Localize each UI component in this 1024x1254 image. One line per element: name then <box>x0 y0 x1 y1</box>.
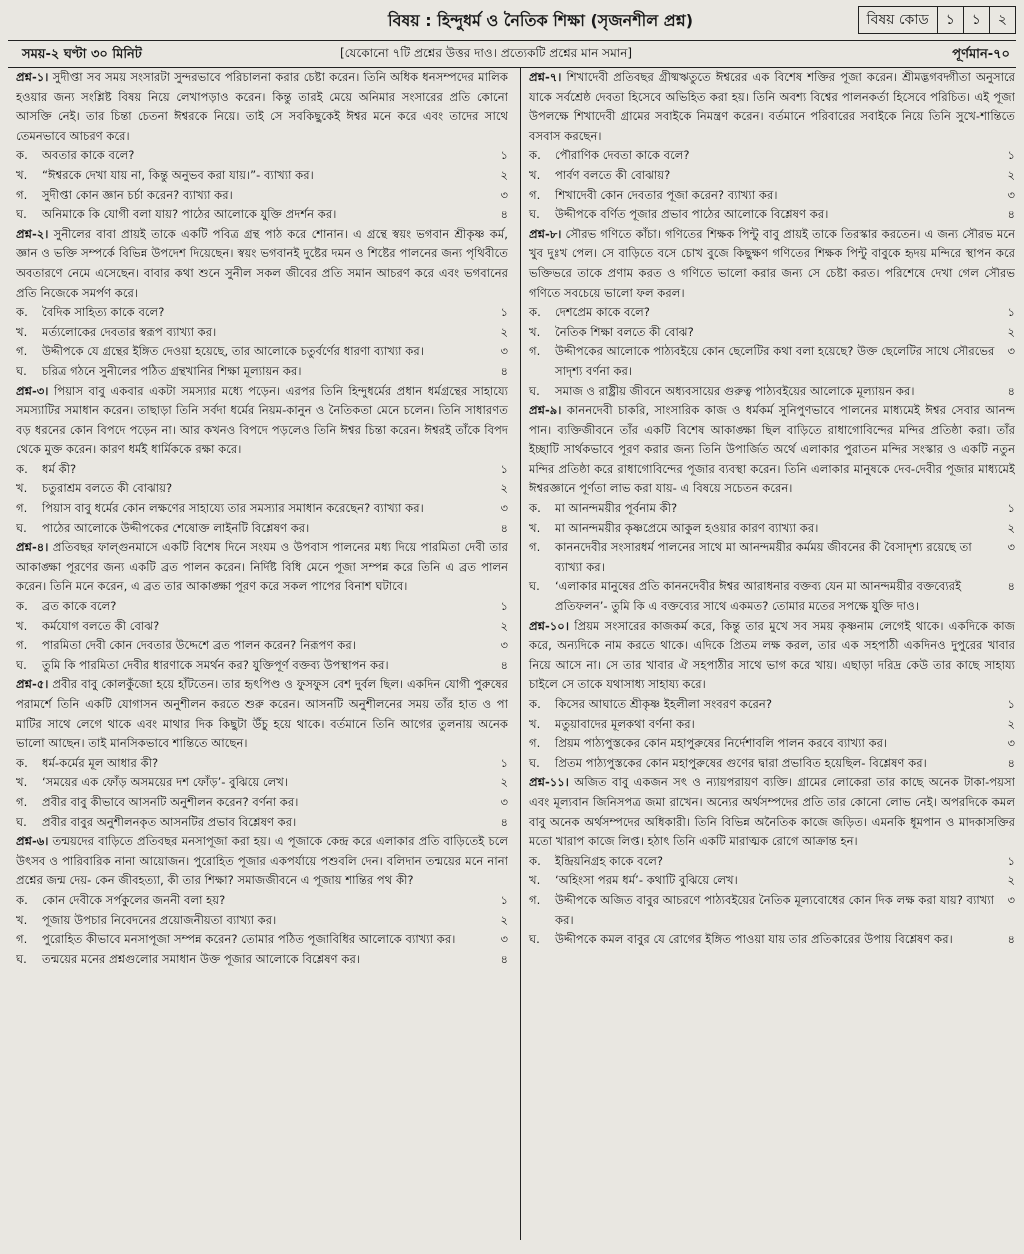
sub-question-label: ক. <box>16 148 28 163</box>
question-text: পিয়াস বাবু একবার একটা সমস্যার মধ্যে পড়েন। এরপর তিনি হিন্দুধর্মের প্রধান ধর্মগ্রন্থের সাহায্যে সমস্যাটির সমাধান করেন। তাছাড়া তিনি সর্বদা ধর্মের নিয়ম-কানুন ও নৈতিকতা মেনে চলেন। তিনি সাধারণত বড় ধরনের কোন বিপদে পড়েন না। আর কখনও বিপদে পড়লেও তিনি ঈশ্বর চিন্তা করেন। ঈশ্বরই তাঁকে বিপদ থেকে মুক্ত করেন। কারণ ধর্মই ধার্মিককে রক্ষা করে। <box>16 383 508 457</box>
question-block <box>529 401 1015 617</box>
sub-question-label: খ. <box>16 324 28 339</box>
sub-question-text: পারমিতা দেবী কোন দেবতার উদ্দেশে ব্রত পালন করেন? নিরূপণ কর। <box>42 638 356 653</box>
code-digit: ১ <box>963 7 989 33</box>
sub-question-text: ‘এলাকার মানুষের প্রতি কাননদেবীর ঈশ্বর আরাধনার বক্তব্য যেন মা আনন্দময়ীর বক্তব্যেরই প্রতিফলন’- তুমি কি এ বক্তব্যের সাথে একমত? তোমার মতের সপক্ষে যুক্তি দাও। <box>555 579 962 614</box>
sub-question <box>529 205 1015 225</box>
sub-question <box>16 930 508 950</box>
sub-question-text: প্রিতম পাঠ্যপুস্তকের কোন মহাপুরুষের গুণের দ্বারা প্রভাবিত হয়েছিল- বিশ্লেষণ কর। <box>555 755 927 770</box>
sub-question-label: খ. <box>529 324 541 339</box>
sub-question-mark: ২ <box>1007 873 1015 888</box>
sub-question-mark: ৩ <box>500 501 508 516</box>
sub-question <box>529 186 1015 206</box>
sub-question-label: ঘ. <box>529 207 540 222</box>
instruction: [যেকোনো ৭টি প্রশ্নের উত্তর দাও। প্রত্যেকটি প্রশ্নের মান সমান] <box>340 46 633 60</box>
sub-question-text: তুমি কি পারমিতা দেবীর ধারণাকে সমর্থন কর? যুক্তিপূর্ণ বক্তব্য উপস্থাপন কর। <box>42 657 389 672</box>
sub-question-mark: ২ <box>1007 716 1015 731</box>
header-top <box>8 6 1016 36</box>
sub-question-text: প্রবীর বাবু কীভাবে আসনটি অনুশীলন করেন? বর্ণনা কর। <box>42 794 299 809</box>
sub-question-label: গ. <box>16 638 28 653</box>
question-number: প্রশ্ন-৭। <box>529 70 562 84</box>
sub-question <box>16 342 508 362</box>
sub-question-mark: ২ <box>1007 520 1015 535</box>
sub-question-text: সুদীপ্তা কোন জ্ঞান চর্চা করেন? ব্যাখ্যা কর। <box>42 187 233 202</box>
sub-question <box>16 950 508 970</box>
sub-question-text: প্রবীর বাবুর অনুশীলনকৃত আসনটির প্রভাব বিশ্লেষণ কর। <box>42 814 297 829</box>
sub-question <box>529 930 1015 950</box>
sub-question-label: গ. <box>529 540 541 555</box>
sub-question <box>529 538 1015 577</box>
subject-code-box <box>858 6 1016 34</box>
sub-question-text: শিখাদেবী কোন দেবতার পূজা করেন? ব্যাখ্যা কর। <box>555 187 778 202</box>
sub-question <box>16 891 508 911</box>
question-block <box>16 68 508 225</box>
question-text: সুনীলের বাবা প্রায়ই তাকে একটি পবিত্র গ্রন্থ পাঠ করে শোনান। এ গ্রন্থে স্বয়ং ভগবান শ্রীকৃষ্ণ কর্ম, জ্ঞান ও ভক্তি সম্পর্কে বিভিন্ন উপদেশ দিয়েছেন। স্বয়ং ভগবানই দুষ্টের দমন ও শিষ্টের পালনের জন্য পৃথিবীতে অবতারণে নেমে এসেছেন। বাবার কথা শুনে সুনীল সকল জীবের প্রতি সমান আচরণ করে এবং ভগবানের প্রতি নিজেকে সমর্পণ করে। <box>16 226 508 300</box>
sub-question-label: ঘ. <box>16 520 27 535</box>
right-column <box>520 68 1015 1240</box>
sub-question-text: ‘অহিংসা পরম ধর্ম’- কথাটি বুঝিয়ে লেখ। <box>555 873 738 888</box>
header-info-row <box>8 40 1016 68</box>
question-stem <box>16 225 508 303</box>
sub-question-label: গ. <box>16 344 28 359</box>
sub-question-text: পুরোহিত কীভাবে মনসাপূজা সম্পন্ন করেন? তোমার পঠিত পূজাবিধির আলোকে ব্যাখ্যা কর। <box>42 932 456 947</box>
sub-question-label: খ. <box>16 912 28 927</box>
sub-question <box>529 499 1015 519</box>
question-number: প্রশ্ন-১১। <box>529 775 569 790</box>
sub-question-mark: ৩ <box>500 344 508 359</box>
sub-question <box>529 146 1015 166</box>
sub-question <box>16 303 508 323</box>
question-number: প্রশ্ন-৪। <box>16 540 49 555</box>
question-text: শিখাদেবী প্রতিবছর গ্রীষ্মঋতুতে ঈশ্বরের এক বিশেষ শক্তির পূজা করেন। শ্রীমদ্ভগবদ্গীতা অনুসারে যাকে সর্বশ্রেষ্ঠ দেবতা হিসেবে অভিহিত করা হয়। তিনি অবশ্য বিশ্বের পালনকর্তা হিসেবে পরিচিত। এই পূজা উপলক্ষে শিখাদেবী গ্রামের সবাইকে নিমন্ত্রণ করেন। বর্তমানে পরিবারের সবাইকে নিয়ে তিনি সুখে-শান্তিতে বসবাস করছেন। <box>529 70 1015 143</box>
sub-question-label: খ. <box>529 167 541 182</box>
question-block <box>529 225 1015 401</box>
sub-question <box>16 205 508 225</box>
sub-question <box>16 479 508 499</box>
sub-question-text: পিয়াস বাবু ধর্মের কোন লক্ষণের সাহায্যে তার সমস্যার সমাধান করেছেন? ব্যাখ্যা কর। <box>42 501 424 516</box>
sub-question-mark: ২ <box>500 481 508 496</box>
sub-question-text: মর্ত্যলোকের দেবতার স্বরূপ ব্যাখ্যা কর। <box>42 324 217 339</box>
sub-question-label: ক. <box>529 305 541 320</box>
sub-question-label: ঘ. <box>16 951 27 966</box>
subject-title: বিষয় : হিন্দুধর্ম ও নৈতিক শিক্ষা (সৃজনশীল প্রশ্ন) <box>388 11 694 30</box>
sub-question-mark: ২ <box>1007 324 1015 339</box>
question-stem <box>16 382 508 460</box>
sub-question-mark: ৪ <box>1007 207 1015 222</box>
sub-question-label: ঘ. <box>529 579 540 594</box>
sub-question-mark: ৩ <box>1007 187 1015 202</box>
sub-question-text: পাঠের আলোকে উদ্দীপকের শেষোক্ত লাইনটি বিশ্লেষণ কর। <box>42 520 310 535</box>
sub-question <box>529 891 1015 930</box>
sub-question <box>16 166 508 186</box>
full-marks: পূর্ণমান-৭০ <box>952 47 1010 62</box>
sub-question-mark: ৩ <box>1007 344 1015 359</box>
sub-question-mark: ১ <box>500 892 508 907</box>
sub-question-label: খ. <box>529 873 541 888</box>
sub-question-text: মা আনন্দময়ীর কৃষ্ণপ্রেমে আকুল হওয়ার কারণ ব্যাখ্যা কর। <box>555 520 819 535</box>
sub-question <box>16 617 508 637</box>
sub-question-text: ‘সময়ের এক ফোঁড় অসময়ের দশ ফোঁড়’- বুঝিয়ে লেখ। <box>42 775 288 790</box>
sub-question-label: গ. <box>16 794 28 809</box>
sub-question-text: চতুরাশ্রম বলতে কী বোঝায়? <box>42 481 173 496</box>
question-number: প্রশ্ন-৮। <box>529 226 562 241</box>
sub-question-mark: ১ <box>1007 697 1015 711</box>
sub-question-mark: ৩ <box>1007 892 1015 907</box>
sub-question-mark: ৩ <box>500 187 508 202</box>
sub-question-label: গ. <box>529 736 541 751</box>
sub-question-label: খ. <box>16 167 28 182</box>
sub-question-text: পার্বণ বলতে কী বোঝায়? <box>555 167 671 182</box>
sub-question-text: চরিত্র গঠনে সুনীলের পঠিত গ্রন্থখানির শিক্ষা মূল্যায়ন কর। <box>42 363 302 378</box>
question-stem <box>529 68 1015 146</box>
sub-question-label: গ. <box>529 344 541 359</box>
sub-question-label: গ. <box>529 187 541 202</box>
sub-question-label: ক. <box>529 501 541 516</box>
sub-question-text: কিসের আঘাতে শ্রীকৃষ্ণ ইহলীলা সংবরণ করেন? <box>555 697 772 711</box>
sub-question-text: নৈতিক শিক্ষা বলতে কী বোঝ? <box>555 324 694 339</box>
sub-question <box>16 636 508 656</box>
sub-question-label: ঘ. <box>529 932 540 947</box>
sub-question-label: ক. <box>16 305 28 320</box>
question-stem <box>529 617 1015 695</box>
exam-page <box>8 6 1016 1242</box>
question-number: প্রশ্ন-৫। <box>16 677 49 692</box>
sub-question-mark: ৪ <box>1007 579 1015 594</box>
sub-question-text: ইন্দ্রিয়নিগ্রহ কাকে বলে? <box>555 853 664 868</box>
sub-question-text: অবতার কাকে বলে? <box>42 148 135 163</box>
question-text: অজিত বাবু একজন সৎ ও ন্যায়পরায়ণ ব্যক্তি। গ্রামের লোকেরা তার কাছে অনেক টাকা-পয়সা এবং মূল্যবান জিনিসপত্র জমা রাখেন। অন্যের অর্থসম্পদের প্রতি তার কোনো লোভ নেই। অপরদিকে কমল বাবু অনেক অর্থসম্পদের অধিকারী। তিনি বিভিন্ন অনৈতিক কাজে জড়িত। এমনকি ধূমপান ও মাদকাসক্তির মতো খারাপ কাজে লিপ্ত। হঠাৎ তিনি একটি মারাত্মক রোগে আক্রান্ত হন। <box>529 775 1015 849</box>
sub-question-label: গ. <box>16 187 28 202</box>
sub-question-mark: ৪ <box>500 657 508 672</box>
sub-question-mark: ৪ <box>1007 932 1015 947</box>
sub-question-mark: ১ <box>500 148 508 163</box>
question-text: প্রবীর বাবু কোলকুঁজো হয়ে হাঁটতেন। তার হৃৎপিণ্ড ও ফুসফুস বেশ দুর্বল ছিল। একদিন যোগী পুরুষের পরামর্শে তিনি একটি যোগাসন অনুশীলন করতে শুরু করেন। আসনটি অনুশীলনের সময় তাঁর হাত ও পা মাটির সাথে লেগে থাকে এবং মাথার দিক কিছুটা উঁচু হয়ে থাকে। বর্তমানে তিনি আগের তুলনায় অনেক ভালো আছেন। তাই মানসিকভাবে শান্তিতে আছেন। <box>16 677 508 751</box>
question-number: প্রশ্ন-১। <box>16 70 49 84</box>
sub-question-mark: ১ <box>1007 148 1015 163</box>
sub-question-text: কাননদেবীর সংসারধর্ম পালনের সাথে মা আনন্দময়ীর কর্মময় জীবনের কী বৈসাদৃশ্য রয়েছে তা ব্যাখ্যা কর। <box>555 540 972 574</box>
sub-question-mark: ২ <box>500 618 508 633</box>
sub-question-text: কোন দেবীকে সর্পকুলের জননী বলা হয়? <box>42 892 226 907</box>
sub-question-text: সমাজ ও রাষ্ট্রীয় জীবনে অধ্যবসায়ের গুরুত্ব পাঠ্যবইয়ের আলোকে মূল্যায়ন কর। <box>555 383 915 398</box>
question-block <box>16 675 508 832</box>
sub-question-mark: ১ <box>1007 501 1015 516</box>
sub-question-text: ব্রত কাকে বলে? <box>42 599 117 614</box>
sub-question <box>529 577 1015 616</box>
sub-question <box>529 754 1015 774</box>
sub-question <box>529 519 1015 539</box>
sub-question-mark: ১ <box>500 599 508 614</box>
sub-question <box>16 519 508 539</box>
sub-question-text: উদ্দীপকে কমল বাবুর যে রোগের ইঙ্গিত পাওয়া যায় তার প্রতিকারের উপায় বিশ্লেষণ কর। <box>555 932 953 947</box>
sub-question-text: ধর্ম কী? <box>42 461 77 476</box>
sub-question-text: অনিমাকে কি যোগী বলা যায়? পাঠের আলোকে যুক্তি প্রদর্শন কর। <box>42 207 337 222</box>
sub-question-mark: ১ <box>1007 853 1015 868</box>
question-stem <box>16 675 508 753</box>
sub-question <box>16 362 508 382</box>
sub-question-label: খ. <box>16 481 28 496</box>
sub-question-label: গ. <box>529 892 541 907</box>
sub-question-label: ঘ. <box>16 363 27 378</box>
sub-question-mark: ২ <box>1007 167 1015 182</box>
question-block <box>16 832 508 969</box>
sub-question-text: পৌরাণিক দেবতা কাকে বলে? <box>555 148 690 163</box>
sub-question-text: ধর্ম-কর্মের মূল আধার কী? <box>42 755 159 770</box>
question-number: প্রশ্ন-৯। <box>529 403 562 418</box>
sub-question <box>16 146 508 166</box>
sub-question-mark: ৩ <box>500 638 508 653</box>
question-block <box>529 68 1015 225</box>
sub-question-label: ক. <box>529 697 541 711</box>
sub-question-mark: ৪ <box>500 951 508 966</box>
sub-question-mark: ১ <box>500 305 508 320</box>
sub-question-label: ক. <box>529 148 541 163</box>
question-stem <box>529 773 1015 851</box>
question-stem <box>16 832 508 891</box>
sub-question-label: ক. <box>16 599 28 614</box>
question-number: প্রশ্ন-৬। <box>16 834 49 849</box>
sub-question <box>529 166 1015 186</box>
sub-question-label: খ. <box>529 716 541 731</box>
sub-question <box>16 813 508 833</box>
sub-question-label: ঘ. <box>529 755 540 770</box>
sub-question-text: পূজায় উপচার নিবেদনের প্রয়োজনীয়তা ব্যাখ্যা কর। <box>42 912 277 927</box>
left-column <box>16 68 508 1240</box>
sub-question <box>529 715 1015 735</box>
sub-question-text: কর্মযোগ বলতে কী বোঝ? <box>42 618 160 633</box>
sub-question-text: উদ্দীপকে যে গ্রন্থের ইঙ্গিত দেওয়া হয়েছে, তার আলোকে চতুর্বর্ণের ধারণা ব্যাখ্যা কর। <box>42 344 424 359</box>
question-text: প্রিয়ম সংসারের কাজকর্ম করে, কিন্তু তার মুখে সব সময় কৃষ্ণনাম লেগেই থাকে। একদিকে কাজ করে, অন্যদিকে নাম করতে থাকে। এদিকে প্রিতম লক্ষ করল, তার এক সহপাঠী একদিনও দুপুরের খাবার নিয়ে আসে না। সে তার খাবার ঐ সহপাঠীর সাথে ভাগ করে খায়। এছাড়া দরিদ্র কেউ তার কাছে সাহায্য চাইলে সে তাকে যথাসাধ্য সাহায্য করে। <box>529 618 1015 692</box>
sub-question <box>16 773 508 793</box>
sub-question-text: বৈদিক সাহিত্য কাকে বলে? <box>42 305 165 320</box>
question-text: কাননদেবী চাকরি, সাংসারিক কাজ ও ধর্মকর্ম সুনিপুণভাবে পালনের মাধ্যমেই ঈশ্বর সেবার আনন্দ পান। ব্যক্তিজীবনে তাঁর একটি বিশেষ আকাঙ্ক্ষা ছিল বাড়িতে রাধাগোবিন্দের মন্দির প্রতিষ্ঠা করা। তাঁর ইচ্ছাটি সার্থকভাবে পূরণ করার জন্য তিনি উপার্জিত অর্থে এলাকার পুরাতন মন্দির সংস্কার ও একটি নতুন মন্দির প্রতিষ্ঠা করে রাধাগোবিন্দের পূজার ব্যবস্থা করেন। তিনি এলাকার মানুষকে দেব-দেবীর পূজার মাধ্যমেই ঈশ্বরজ্ঞানে পূর্ণতা লাভ করা যায়- এ বিষয়ে সচেতন করেন। <box>529 403 1015 496</box>
question-number: প্রশ্ন-২। <box>16 226 49 241</box>
sub-question <box>529 734 1015 754</box>
sub-question-mark: ৪ <box>500 520 508 535</box>
sub-question-label: ঘ. <box>16 814 27 829</box>
sub-question-label: ক. <box>16 461 28 476</box>
code-digit: ২ <box>989 7 1015 33</box>
sub-question <box>529 323 1015 343</box>
sub-question-mark: ৪ <box>500 363 508 378</box>
sub-question <box>16 656 508 676</box>
question-number: প্রশ্ন-৩। <box>16 383 49 398</box>
question-text: প্রতিবছর ফাল্গুনমাসে একটি বিশেষ দিনে সংযম ও উপবাস পালনের মধ্য দিয়ে পারমিতা দেবী তার আকাঙ্ক্ষা পূরণের জন্য একটি ব্রত পালন করেন। নির্দিষ্ট বিধি মেনে পূজা সম্পন্ন করে তিনি এ ব্রত পালন করেন। তিনি মনে করেন, এ ব্রত তার আকাঙ্ক্ষা পূরণ করে সকল পাপের বিনাশ ঘটাবে। <box>16 540 508 594</box>
sub-question-label: গ. <box>16 501 28 516</box>
sub-question <box>529 342 1015 381</box>
sub-question-mark: ২ <box>500 912 508 927</box>
sub-question-label: ঘ. <box>16 207 27 222</box>
sub-question <box>529 303 1015 323</box>
sub-question-label: ক. <box>16 755 28 770</box>
sub-question-text: উদ্দীপকে অজিত বাবুর আচরণে পাঠ্যবইয়ের নৈতিক মূল্যবোধের কোন দিক লক্ষ করা যায়? ব্যাখ্যা কর। <box>555 892 995 927</box>
question-block <box>529 773 1015 949</box>
sub-question <box>16 793 508 813</box>
sub-question <box>16 911 508 931</box>
code-digit: ১ <box>937 7 963 33</box>
sub-question <box>529 852 1015 872</box>
question-block <box>529 617 1015 774</box>
sub-question-text: “ঈশ্বরকে দেখা যায় না, কিন্তু অনুভব করা যায়।”- ব্যাখ্যা কর। <box>42 167 314 182</box>
question-stem <box>529 225 1015 303</box>
sub-question-text: উদ্দীপকে বর্ণিত পূজার প্রভাব পাঠের আলোকে বিশ্লেষণ কর। <box>555 207 829 222</box>
sub-question-mark: ২ <box>500 775 508 790</box>
question-text: সুদীপ্তা সব সময় সংসারটা সুন্দরভাবে পরিচালনা করার চেষ্টা করেন। তিনি অধিক ধনসম্পদের মালিক হওয়ার জন্য সংশ্লিষ্ট বিষয় নিয়ে লেখাপড়াও করেন। কিন্তু তারই মেয়ে অনিমার সংসারের প্রতি কোনো আসক্তি নেই। তার চিন্তা চেতনা ঈশ্বরকে নিয়ে। তাই সে সবকিছুকেই ঈশ্বর মনে করে এবং তাদের সাথে তেমনভাবে আচরণ করে। <box>16 70 508 143</box>
sub-question <box>16 499 508 519</box>
sub-question-text: তন্ময়ের মনের প্রশ্নগুলোর সমাধান উক্ত পূজার আলোকে বিশ্লেষণ কর। <box>42 951 360 966</box>
question-number: প্রশ্ন-১০। <box>529 618 569 633</box>
question-block <box>16 382 508 539</box>
code-label: বিষয় কোড <box>866 12 929 28</box>
sub-question-mark: ২ <box>500 324 508 339</box>
sub-question-mark: ১ <box>500 461 508 476</box>
sub-question-mark: ৩ <box>1007 736 1015 751</box>
sub-question-text: প্রিয়ম পাঠ্যপুস্তকের কোন মহাপুরুষের নির্দেশাবলি পালন করবে ব্যাখ্যা কর। <box>555 736 888 751</box>
sub-question-mark: ৪ <box>500 207 508 222</box>
sub-question-mark: ৩ <box>500 794 508 809</box>
sub-question-text: উদ্দীপকের আলোকে পাঠ্যবইয়ে কোন ছেলেটির কথা বলা হয়েছে? উক্ত ছেলেটির সাথে সৌরভের সাদৃশ্য বর্ণনা কর। <box>555 344 995 378</box>
sub-question-text: মতুয়াবাদের মূলকথা বর্ণনা কর। <box>555 716 695 731</box>
sub-question-mark: ৪ <box>500 814 508 829</box>
sub-question-label: ঘ. <box>16 657 27 672</box>
sub-question-mark: ৩ <box>500 932 508 947</box>
sub-question <box>16 323 508 343</box>
sub-question <box>16 597 508 617</box>
question-text: সৌরভ গণিতে কাঁচা। গণিতের শিক্ষক পিন্টু বাবু প্রায়ই তাকে তিরস্কার করতেন। এ জন্য সৌরভ মনে খুব দুঃখ পেল। সে বাড়িতে বসে চোখ বুজে কিছুক্ষণ গণিতের শিক্ষক পিন্টু বাবুকে হৃদয় মন্দিরে স্থাপন করে ভক্তিভরে তাকে প্রণাম করত ও গণিতে ভালো করার জন্য সে চেষ্টা করত। পরিশেষে দেখা গেল সৌরভ গণিতে সবচেয়ে ভালো ফল করল। <box>529 226 1015 300</box>
sub-question-label: ক. <box>529 853 541 868</box>
sub-question-mark: ৩ <box>1007 540 1015 555</box>
question-text: তন্ময়দের বাড়িতে প্রতিবছর মনসাপূজা করা হয়। এ পূজাকে কেন্দ্র করে এলাকার প্রতি বাড়িতেই চলে উৎসব ও পারিবারিক নানা আয়োজন। পুরোহিত পূজার একপর্যায়ে পশুবলি দেন। বলিদান তন্ময়ের মনে নানা প্রশ্নের জন্ম দেয়- কেন জীবহত্যা, কী তার শিক্ষা? সমাজজীবনে এ পূজায় শান্তির পথ কী? <box>16 834 508 888</box>
question-stem <box>16 68 508 146</box>
sub-question <box>529 382 1015 402</box>
sub-question <box>16 186 508 206</box>
question-stem <box>16 538 508 597</box>
sub-question-mark: ৪ <box>1007 755 1015 770</box>
sub-question <box>16 460 508 480</box>
sub-question <box>529 695 1015 715</box>
question-stem <box>529 401 1015 499</box>
sub-question <box>16 754 508 774</box>
sub-question-text: মা আনন্দময়ীর পূর্বনাম কী? <box>555 501 678 516</box>
sub-question-mark: ১ <box>1007 305 1015 320</box>
question-block <box>16 538 508 675</box>
sub-question-label: খ. <box>529 520 541 535</box>
sub-question-label: গ. <box>16 932 28 947</box>
sub-question-label: ক. <box>16 892 28 907</box>
sub-question-mark: ২ <box>500 167 508 182</box>
sub-question-label: খ. <box>16 618 28 633</box>
sub-question-text: দেশপ্রেম কাকে বলে? <box>555 305 650 320</box>
sub-question-mark: ৪ <box>1007 383 1015 398</box>
question-block <box>16 225 508 382</box>
sub-question-mark: ১ <box>500 755 508 770</box>
sub-question-label: ঘ. <box>529 383 540 398</box>
time-allowed: সময়-২ ঘণ্টা ৩০ মিনিট <box>22 47 142 62</box>
sub-question-label: খ. <box>16 775 28 790</box>
sub-question <box>529 871 1015 891</box>
